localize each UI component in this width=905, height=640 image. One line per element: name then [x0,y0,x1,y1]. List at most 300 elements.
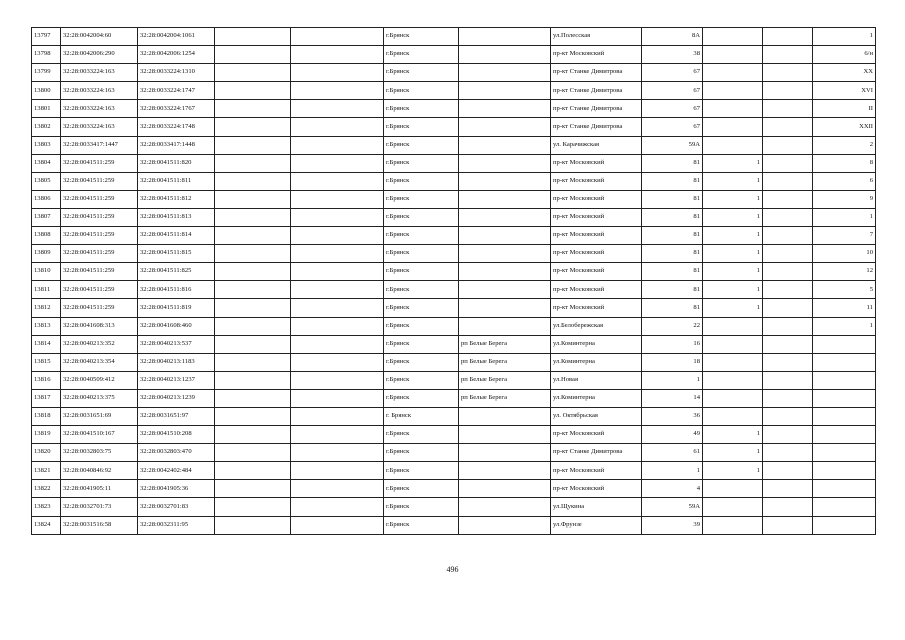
empty-cell [763,118,813,136]
apartment-number-cell: 1 [813,28,876,46]
house-number-cell: 49 [642,426,703,444]
city-cell: г.Брянск [384,263,459,281]
building-block-cell [703,480,763,498]
empty-cell [763,208,813,226]
building-cadastral-number-cell: 32:28:0033224:1310 [138,64,215,82]
house-number-cell: 67 [642,100,703,118]
parcel-cadastral-number-cell: 32:28:0041511:259 [61,154,138,172]
house-number-cell: 59А [642,136,703,154]
table-row [32,100,876,118]
street-cell: пр-кт Московский [551,208,642,226]
record-number-cell: 13802 [32,118,61,136]
record-number-cell: 13806 [32,190,61,208]
empty-cell [215,444,291,462]
parcel-cadastral-number-cell: 32:28:0041511:259 [61,245,138,263]
parcel-cadastral-number-cell: 32:28:0041511:259 [61,299,138,317]
table-row [32,281,876,299]
empty-cell [291,82,384,100]
street-cell: пр-кт Московский [551,263,642,281]
table-row [32,480,876,498]
street-cell: пр-кт Станке Димитрова [551,64,642,82]
building-cadastral-number-cell: 32:28:0040213:1239 [138,389,215,407]
apartment-number-cell: XVI [813,82,876,100]
table-row [32,317,876,335]
building-cadastral-number-cell: 32:28:0033224:1747 [138,82,215,100]
city-cell: г.Брянск [384,299,459,317]
building-block-cell: 1 [703,208,763,226]
settlement-cell [459,28,551,46]
parcel-cadastral-number-cell: 32:28:0040213:375 [61,389,138,407]
apartment-number-cell [813,353,876,371]
table-row [32,426,876,444]
settlement-cell [459,82,551,100]
settlement-cell [459,64,551,82]
apartment-number-cell: 12 [813,263,876,281]
empty-cell [291,371,384,389]
empty-cell [291,317,384,335]
house-number-cell: 61 [642,444,703,462]
apartment-number-cell [813,371,876,389]
empty-cell [291,227,384,245]
city-cell: г.Брянск [384,208,459,226]
empty-cell [215,407,291,425]
record-number-cell: 13803 [32,136,61,154]
record-number-cell: 13805 [32,172,61,190]
parcel-cadastral-number-cell: 32:28:0032701:73 [61,498,138,516]
table-row [32,371,876,389]
apartment-number-cell [813,516,876,534]
empty-cell [763,172,813,190]
table-row [32,136,876,154]
apartment-number-cell: 1 [813,317,876,335]
city-cell: г.Брянск [384,64,459,82]
building-block-cell: 1 [703,299,763,317]
building-cadastral-number-cell: 32:28:0041511:812 [138,190,215,208]
settlement-cell [459,317,551,335]
building-block-cell: 1 [703,190,763,208]
empty-cell [763,64,813,82]
settlement-cell: рп Белые Берега [459,371,551,389]
apartment-number-cell [813,462,876,480]
empty-cell [763,28,813,46]
empty-cell [215,281,291,299]
house-number-cell: 81 [642,227,703,245]
street-cell: ул. Карачижская [551,136,642,154]
house-number-cell: 81 [642,172,703,190]
building-block-cell [703,498,763,516]
empty-cell [215,498,291,516]
city-cell: г.Брянск [384,46,459,64]
city-cell: г.Брянск [384,154,459,172]
parcel-cadastral-number-cell: 32:28:0040213:352 [61,335,138,353]
building-block-cell: 1 [703,154,763,172]
empty-cell [215,28,291,46]
record-number-cell: 13807 [32,208,61,226]
record-number-cell: 13813 [32,317,61,335]
building-cadastral-number-cell: 32:28:0040213:1237 [138,371,215,389]
empty-cell [291,299,384,317]
record-number-cell: 13823 [32,498,61,516]
empty-cell [291,516,384,534]
record-number-cell: 13815 [32,353,61,371]
house-number-cell: 81 [642,190,703,208]
building-cadastral-number-cell: 32:28:0033224:1767 [138,100,215,118]
city-cell: г.Брянск [384,444,459,462]
settlement-cell [459,299,551,317]
parcel-cadastral-number-cell: 32:28:0041510:167 [61,426,138,444]
empty-cell [763,281,813,299]
house-number-cell: 1 [642,371,703,389]
building-block-cell [703,46,763,64]
empty-cell [215,263,291,281]
table-row [32,118,876,136]
empty-cell [763,444,813,462]
settlement-cell [459,407,551,425]
empty-cell [763,82,813,100]
house-number-cell: 59А [642,498,703,516]
parcel-cadastral-number-cell: 32:28:0041608:313 [61,317,138,335]
parcel-cadastral-number-cell: 32:28:0040846:92 [61,462,138,480]
house-number-cell: 16 [642,335,703,353]
empty-cell [763,190,813,208]
house-number-cell: 67 [642,82,703,100]
empty-cell [291,389,384,407]
building-cadastral-number-cell: 32:28:0042402:484 [138,462,215,480]
building-cadastral-number-cell: 32:28:0031651:97 [138,407,215,425]
parcel-cadastral-number-cell: 32:28:0042004:60 [61,28,138,46]
city-cell: г.Брянск [384,498,459,516]
house-number-cell: 39 [642,516,703,534]
city-cell: г.Брянск [384,227,459,245]
parcel-cadastral-number-cell: 32:28:0032803:75 [61,444,138,462]
city-cell: г.Брянск [384,136,459,154]
empty-cell [291,426,384,444]
house-number-cell: 1 [642,462,703,480]
street-cell: ул.Коминтерна [551,353,642,371]
record-number-cell: 13798 [32,46,61,64]
building-cadastral-number-cell: 32:28:0041511:816 [138,281,215,299]
building-block-cell [703,516,763,534]
table-row [32,245,876,263]
building-block-cell [703,136,763,154]
house-number-cell: 67 [642,64,703,82]
empty-cell [215,426,291,444]
record-number-cell: 13824 [32,516,61,534]
building-block-cell: 1 [703,444,763,462]
table-row [32,389,876,407]
house-number-cell: 67 [642,118,703,136]
empty-cell [291,335,384,353]
empty-cell [763,516,813,534]
city-cell: г.Брянск [384,335,459,353]
settlement-cell [459,281,551,299]
settlement-cell [459,462,551,480]
city-cell: г.Брянск [384,516,459,534]
apartment-number-cell: 9 [813,190,876,208]
apartment-number-cell: 5 [813,281,876,299]
building-cadastral-number-cell: 32:28:0041511:814 [138,227,215,245]
empty-cell [215,154,291,172]
record-number-cell: 13804 [32,154,61,172]
street-cell: ул.Щукина [551,498,642,516]
street-cell: пр-кт Московский [551,46,642,64]
settlement-cell [459,444,551,462]
building-block-cell: 1 [703,281,763,299]
settlement-cell: рп Белые Берега [459,353,551,371]
settlement-cell [459,46,551,64]
parcel-cadastral-number-cell: 32:28:0041511:259 [61,227,138,245]
city-cell: г.Брянск [384,100,459,118]
settlement-cell [459,118,551,136]
empty-cell [215,136,291,154]
settlement-cell [459,154,551,172]
empty-cell [215,46,291,64]
empty-cell [763,426,813,444]
settlement-cell [459,100,551,118]
empty-cell [763,407,813,425]
building-cadastral-number-cell: 32:28:0032803:470 [138,444,215,462]
empty-cell [763,462,813,480]
street-cell: пр-кт Московский [551,172,642,190]
empty-cell [291,118,384,136]
table-row [32,227,876,245]
empty-cell [215,190,291,208]
building-cadastral-number-cell: 32:28:0040213:1183 [138,353,215,371]
city-cell: г.Брянск [384,462,459,480]
settlement-cell: рп Белые Берега [459,389,551,407]
city-cell: г.Брянск [384,281,459,299]
parcel-cadastral-number-cell: 32:28:0041511:259 [61,190,138,208]
empty-cell [763,389,813,407]
empty-cell [763,317,813,335]
empty-cell [291,263,384,281]
house-number-cell: 38 [642,46,703,64]
settlement-cell [459,263,551,281]
house-number-cell: 81 [642,263,703,281]
settlement-cell [459,516,551,534]
record-number-cell: 13817 [32,389,61,407]
city-cell: г.Брянск [384,172,459,190]
building-block-cell [703,353,763,371]
building-block-cell [703,28,763,46]
city-cell: г. Брянск [384,407,459,425]
building-cadastral-number-cell: 32:28:0041511:815 [138,245,215,263]
building-cadastral-number-cell: 32:28:0041510:208 [138,426,215,444]
settlement-cell [459,227,551,245]
city-cell: г.Брянск [384,480,459,498]
empty-cell [215,480,291,498]
house-number-cell: 81 [642,154,703,172]
parcel-cadastral-number-cell: 32:28:0040509:412 [61,371,138,389]
settlement-cell [459,208,551,226]
settlement-cell [459,190,551,208]
parcel-cadastral-number-cell: 32:28:0041511:259 [61,172,138,190]
apartment-number-cell [813,335,876,353]
building-cadastral-number-cell: 32:28:0041511:819 [138,299,215,317]
building-cadastral-number-cell: 32:28:0041511:813 [138,208,215,226]
empty-cell [291,64,384,82]
apartment-number-cell: 7 [813,227,876,245]
parcel-cadastral-number-cell: 32:28:0033417:1447 [61,136,138,154]
record-number-cell: 13810 [32,263,61,281]
street-cell: пр-кт Станке Димитрова [551,100,642,118]
empty-cell [763,498,813,516]
building-block-cell: 1 [703,245,763,263]
city-cell: г.Брянск [384,82,459,100]
street-cell: пр-кт Станке Димитрова [551,82,642,100]
empty-cell [215,100,291,118]
empty-cell [215,245,291,263]
parcel-cadastral-number-cell: 32:28:0041511:259 [61,263,138,281]
empty-cell [291,353,384,371]
street-cell: пр-кт Московский [551,480,642,498]
house-number-cell: 8А [642,28,703,46]
settlement-cell [459,136,551,154]
street-cell: пр-кт Московский [551,227,642,245]
record-number-cell: 13801 [32,100,61,118]
record-number-cell: 13811 [32,281,61,299]
empty-cell [291,462,384,480]
empty-cell [763,136,813,154]
street-cell: ул.Новая [551,371,642,389]
street-cell: пр-кт Станке Димитрова [551,118,642,136]
apartment-number-cell [813,480,876,498]
building-cadastral-number-cell: 32:28:0032311:95 [138,516,215,534]
building-block-cell [703,118,763,136]
building-block-cell [703,100,763,118]
parcel-cadastral-number-cell: 32:28:0031651:69 [61,407,138,425]
parcel-cadastral-number-cell: 32:28:0042006:290 [61,46,138,64]
settlement-cell [459,498,551,516]
parcel-cadastral-number-cell: 32:28:0033224:163 [61,100,138,118]
table-row [32,498,876,516]
building-block-cell [703,335,763,353]
building-block-cell [703,407,763,425]
building-block-cell [703,389,763,407]
empty-cell [215,118,291,136]
street-cell: пр-кт Московский [551,245,642,263]
apartment-number-cell: 10 [813,245,876,263]
record-number-cell: 13822 [32,480,61,498]
empty-cell [291,208,384,226]
empty-cell [291,444,384,462]
street-cell: ул. Октябрьская [551,407,642,425]
empty-cell [291,281,384,299]
record-number-cell: 13799 [32,64,61,82]
apartment-number-cell [813,498,876,516]
empty-cell [291,407,384,425]
empty-cell [291,480,384,498]
table-row [32,335,876,353]
empty-cell [291,172,384,190]
empty-cell [215,462,291,480]
record-number-cell: 13819 [32,426,61,444]
parcel-cadastral-number-cell: 32:28:0041511:259 [61,281,138,299]
table-row [32,46,876,64]
building-block-cell: 1 [703,172,763,190]
table-row [32,407,876,425]
empty-cell [215,64,291,82]
building-cadastral-number-cell: 32:28:0042006:1254 [138,46,215,64]
table-row [32,353,876,371]
street-cell: пр-кт Московский [551,426,642,444]
city-cell: г.Брянск [384,371,459,389]
street-cell: ул.Полесская [551,28,642,46]
empty-cell [763,245,813,263]
table-row [32,299,876,317]
record-number-cell: 13812 [32,299,61,317]
house-number-cell: 14 [642,389,703,407]
registry-table [31,27,876,535]
record-number-cell: 13821 [32,462,61,480]
apartment-number-cell [813,407,876,425]
street-cell: ул.Фрунзе [551,516,642,534]
empty-cell [763,480,813,498]
empty-cell [215,227,291,245]
street-cell: пр-кт Московский [551,154,642,172]
table-row [32,28,876,46]
apartment-number-cell: 2 [813,136,876,154]
parcel-cadastral-number-cell: 32:28:0033224:163 [61,64,138,82]
record-number-cell: 13800 [32,82,61,100]
table-row [32,263,876,281]
apartment-number-cell [813,444,876,462]
table-row [32,208,876,226]
street-cell: пр-кт Московский [551,281,642,299]
building-block-cell [703,82,763,100]
settlement-cell [459,172,551,190]
house-number-cell: 36 [642,407,703,425]
street-cell: пр-кт Московский [551,462,642,480]
house-number-cell: 81 [642,208,703,226]
empty-cell [215,299,291,317]
street-cell: ул.Коминтерна [551,389,642,407]
house-number-cell: 81 [642,281,703,299]
city-cell: г.Брянск [384,245,459,263]
street-cell: ул.Коминтерна [551,335,642,353]
street-cell: ул.Белобережская [551,317,642,335]
empty-cell [215,335,291,353]
city-cell: г.Брянск [384,353,459,371]
settlement-cell [459,245,551,263]
street-cell: пр-кт Станке Димитрова [551,444,642,462]
apartment-number-cell: 11 [813,299,876,317]
empty-cell [763,154,813,172]
empty-cell [291,46,384,64]
empty-cell [291,136,384,154]
empty-cell [763,227,813,245]
record-number-cell: 13797 [32,28,61,46]
settlement-cell: рп Белые Берега [459,335,551,353]
empty-cell [215,317,291,335]
street-cell: пр-кт Московский [551,190,642,208]
building-block-cell [703,317,763,335]
city-cell: г.Брянск [384,118,459,136]
building-cadastral-number-cell: 32:28:0032701:83 [138,498,215,516]
building-cadastral-number-cell: 32:28:0040213:537 [138,335,215,353]
empty-cell [763,371,813,389]
parcel-cadastral-number-cell: 32:28:0031516:58 [61,516,138,534]
table-row [32,462,876,480]
house-number-cell: 81 [642,299,703,317]
settlement-cell [459,426,551,444]
empty-cell [291,154,384,172]
parcel-cadastral-number-cell: 32:28:0041905:11 [61,480,138,498]
table-row [32,172,876,190]
apartment-number-cell: II [813,100,876,118]
city-cell: г.Брянск [384,190,459,208]
empty-cell [763,299,813,317]
